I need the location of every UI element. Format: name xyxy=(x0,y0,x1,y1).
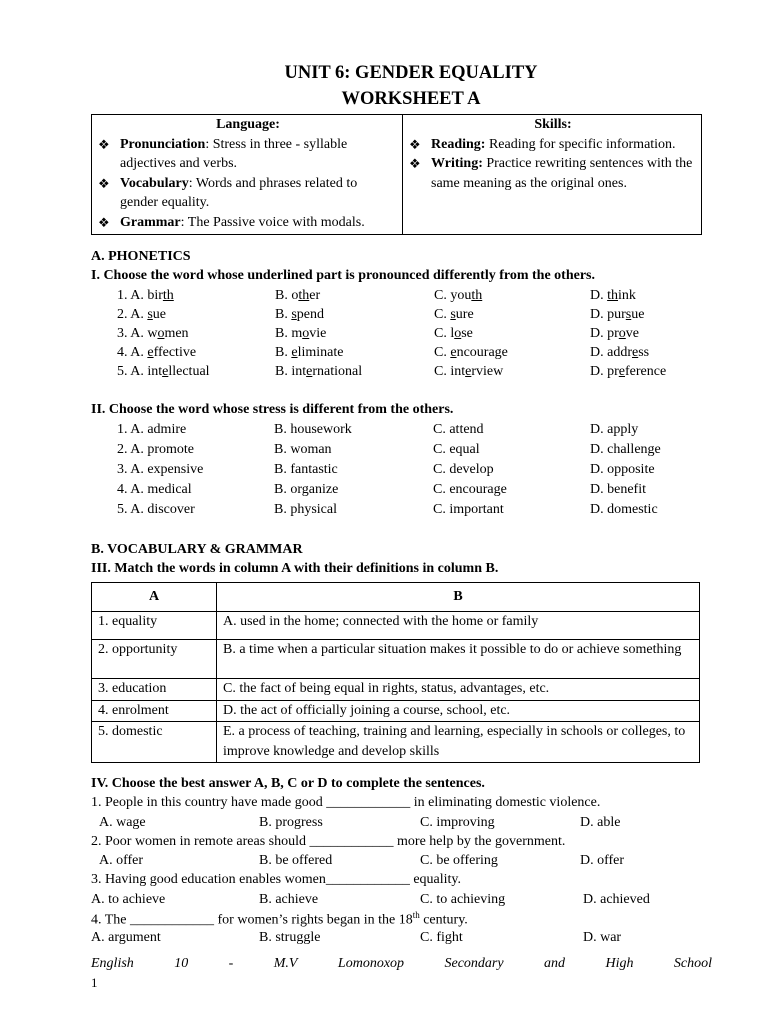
answer-option: A. to achieve xyxy=(91,892,166,907)
answer-option: B. achieve xyxy=(259,892,319,907)
underlined-part: o xyxy=(157,326,165,341)
q1-option: C. lose xyxy=(434,326,473,341)
answer-option: D. war xyxy=(583,930,622,945)
q1-option: 2. A. sue xyxy=(117,307,167,322)
q3-instruction: III. Match the words in column A with their definitions in column B. xyxy=(91,561,499,576)
definition-cell: C. the fact of being equal in rights, status, advantages, etc. xyxy=(217,679,700,701)
q1-option: D. think xyxy=(590,288,636,303)
underlined-part: s xyxy=(450,307,456,322)
answer-option: D. able xyxy=(580,815,621,830)
q2-option: 5. A. discover xyxy=(117,502,195,517)
answer-option: A. wage xyxy=(99,815,146,830)
q2-option: C. develop xyxy=(433,462,494,477)
worksheet-title: WORKSHEET A xyxy=(341,89,481,109)
underlined-part: s xyxy=(291,307,297,322)
q2-option: 1. A. admire xyxy=(117,422,187,437)
underlined-part: e xyxy=(306,364,313,379)
q2-option: D. opposite xyxy=(590,462,655,477)
q1-option: D. prove xyxy=(590,326,639,341)
answer-option: A. offer xyxy=(99,853,144,868)
q1-instruction: I. Choose the word whose underlined part is pronounced differently from the others. xyxy=(91,268,596,283)
sentence-4-superscript: th xyxy=(412,910,420,920)
underlined-part: o xyxy=(302,326,310,341)
q1-option: C. sure xyxy=(434,307,474,322)
underlined-part: th xyxy=(298,288,310,303)
vocabulary-label: Vocabulary xyxy=(120,175,189,191)
word-cell: 2. opportunity xyxy=(92,640,217,679)
diamond-bullet-icon: ❖ xyxy=(409,156,421,171)
reading-label: Reading: xyxy=(431,136,486,152)
word-cell: 3. education xyxy=(92,679,217,701)
q2-option: B. woman xyxy=(274,442,332,457)
writing-text: Practice rewriting sentences with the same meaning as the original ones. xyxy=(431,156,693,191)
q2-option: B. physical xyxy=(274,502,337,517)
table-row xyxy=(92,700,700,722)
diamond-bullet-icon: ❖ xyxy=(98,136,110,152)
q2-option: 4. A. medical xyxy=(117,482,192,497)
underlined-part: th xyxy=(162,288,174,303)
sentence-3: 3. Having good education enables women____________ equality. xyxy=(91,872,462,887)
q2-option: B. organize xyxy=(274,482,339,497)
q1-option: B. spend xyxy=(275,307,325,322)
objectives-table xyxy=(91,114,702,235)
footer-word: Lomonoxop xyxy=(337,956,405,971)
q1-option: 3. A. women xyxy=(117,326,189,341)
underlined-part: e xyxy=(450,345,457,360)
underlined-part: e xyxy=(147,345,154,360)
grammar-text: : The Passive voice with modals. xyxy=(180,214,365,230)
q1-option: D. address xyxy=(590,345,650,360)
answer-option: C. to achieving xyxy=(420,892,506,907)
page-number: 1 xyxy=(91,975,98,990)
sentence-1: 1. People in this country have made good ____________ in eliminating domestic violence. xyxy=(91,795,601,810)
table-row xyxy=(92,722,700,763)
q1-option: 4. A. effective xyxy=(117,345,197,360)
underlined-part: e xyxy=(162,364,169,379)
underlined-part: e xyxy=(632,345,639,360)
answer-option: C. improving xyxy=(420,815,495,830)
sentence-4 xyxy=(91,910,468,929)
q2-option: B. housework xyxy=(274,422,352,437)
q2-option: C. encourage xyxy=(433,482,507,497)
table-row xyxy=(92,612,700,640)
q1-option: B. international xyxy=(275,364,363,379)
reading-objective xyxy=(409,135,697,155)
answer-option: D. offer xyxy=(580,853,625,868)
q2-option: D. apply xyxy=(590,422,639,437)
underlined-part: th xyxy=(471,288,483,303)
footer-word: Secondary xyxy=(444,956,504,971)
pronunciation-label: Pronunciation xyxy=(120,136,206,152)
matching-table xyxy=(91,582,700,763)
answer-option: A. argument xyxy=(91,930,161,945)
q2-option: C. attend xyxy=(433,422,484,437)
underlined-part: e xyxy=(465,364,472,379)
grammar-objective xyxy=(98,213,398,233)
q2-instruction: II. Choose the word whose stress is different from the others. xyxy=(91,402,454,417)
q1-option: B. movie xyxy=(275,326,327,341)
underlined-part: s xyxy=(147,307,153,322)
table-row xyxy=(92,640,700,679)
language-column xyxy=(92,115,403,235)
answer-option: D. achieved xyxy=(583,892,650,907)
column-b-header: B xyxy=(217,583,700,612)
word-cell: 5. domestic xyxy=(92,722,217,763)
reading-text: Reading for specific information. xyxy=(485,136,676,152)
answer-option: B. be offered xyxy=(259,853,333,868)
q1-option: B. eliminate xyxy=(275,345,344,360)
grammar-label: Grammar xyxy=(120,214,181,230)
writing-objective xyxy=(409,154,697,193)
pronunciation-text: : Stress in three - syllable adjectives and verbs. xyxy=(120,136,348,171)
word-cell: 4. enrolment xyxy=(92,700,217,722)
q1-option: D. preference xyxy=(590,364,667,379)
vocabulary-objective xyxy=(98,174,398,213)
q1-option: 5. A. intellectual xyxy=(117,364,210,379)
answer-option: B. progress xyxy=(259,815,323,830)
definition-cell: E. a process of teaching, training and learning, especially in schools or colleges, to improve knowledge and develop skills xyxy=(217,722,700,763)
footer-word: High xyxy=(605,956,634,971)
vocabulary-text: : Words and phrases related to gender equality. xyxy=(120,175,358,210)
writing-label: Writing: xyxy=(431,156,483,171)
answer-option: C. be offering xyxy=(420,853,498,868)
answer-option: B. struggle xyxy=(259,930,321,945)
q1-option: C. interview xyxy=(434,364,504,379)
sentence-4-tail: century. xyxy=(419,912,468,928)
sentence-2: 2. Poor women in remote areas should ____________ more help by the government. xyxy=(91,834,566,849)
table-row xyxy=(92,679,700,701)
diamond-bullet-icon: ❖ xyxy=(409,136,421,152)
underlined-part: th xyxy=(607,288,619,303)
footer-word: English xyxy=(91,956,134,971)
q1-option: B. other xyxy=(275,288,321,303)
q2-option: D. benefit xyxy=(590,482,646,497)
footer-word: M.V xyxy=(273,956,298,971)
column-a-header: A xyxy=(92,583,217,612)
q1-option: C. encourage xyxy=(434,345,508,360)
underlined-part: o xyxy=(618,326,626,341)
q2-option: D. domestic xyxy=(590,502,658,517)
q1-option: C. youth xyxy=(434,288,483,303)
pronunciation-objective xyxy=(98,135,398,174)
q2-option: 2. A. promote xyxy=(117,442,194,457)
definition-cell: A. used in the home; connected with the home or family xyxy=(217,612,700,640)
definition-cell: B. a time when a particular situation makes it possible to do or achieve something xyxy=(217,640,700,679)
phonetics-heading: A. PHONETICS xyxy=(91,249,191,264)
footer-word: - xyxy=(228,956,234,971)
q4-instruction: IV. Choose the best answer A, B, C or D to complete the sentences. xyxy=(91,776,485,791)
q2-option: C. important xyxy=(433,502,504,517)
skills-column xyxy=(403,115,702,235)
language-heading: Language: xyxy=(216,117,280,132)
q2-option: B. fantastic xyxy=(274,462,338,477)
sentence-4-text: 4. The ____________ for women’s rights began in the 18 xyxy=(91,912,413,928)
q2-option: D. challenge xyxy=(590,442,661,457)
diamond-bullet-icon: ❖ xyxy=(98,175,110,191)
skills-heading: Skills: xyxy=(534,117,572,132)
diamond-bullet-icon: ❖ xyxy=(98,214,110,230)
unit-title: UNIT 6: GENDER EQUALITY xyxy=(284,63,538,83)
footer-word: 10 xyxy=(174,956,189,971)
answer-option: C. fight xyxy=(420,930,463,945)
q2-option: 3. A. expensive xyxy=(117,462,204,477)
footer-word: and xyxy=(544,956,566,971)
footer-word: School xyxy=(673,956,712,971)
q1-option: 1. A. birth xyxy=(117,288,174,303)
page-footer xyxy=(91,956,712,972)
underlined-part: e xyxy=(291,345,298,360)
q1-option: D. pursue xyxy=(590,307,645,322)
q2-option: C. equal xyxy=(433,442,480,457)
word-cell: 1. equality xyxy=(92,612,217,640)
underlined-part: o xyxy=(454,326,462,341)
underlined-part: e xyxy=(618,364,625,379)
vocab-grammar-heading: B. VOCABULARY & GRAMMAR xyxy=(91,542,303,557)
underlined-part: s xyxy=(625,307,632,322)
definition-cell: D. the act of officially joining a course, school, etc. xyxy=(217,700,700,722)
